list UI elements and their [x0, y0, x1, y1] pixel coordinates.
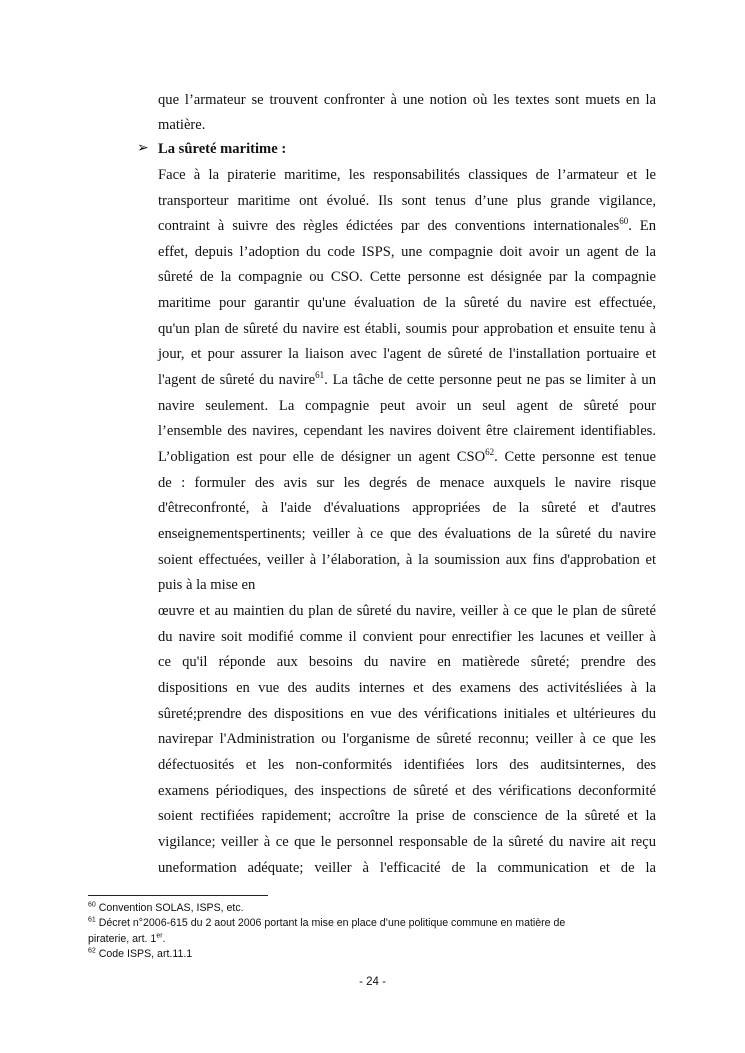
body-line: examens périodiques, des inspections de sûreté et des vérifications deconformité — [158, 783, 656, 799]
footnote-continuation — [88, 932, 166, 946]
line-text: . En — [628, 218, 656, 234]
line-text: . Cette personne est tenue — [494, 449, 656, 465]
body-line: d'êtreconfronté, à l'aide d'évaluations appropriées de la sûreté et d'autres — [158, 500, 656, 516]
body-line — [158, 217, 656, 235]
footnote-separator — [88, 895, 268, 896]
footnote-text: . — [162, 933, 166, 945]
body-line: sûreté;prendre des dispositions en vue des vérifications initiales et ultérieures du — [158, 706, 656, 722]
footnote-number: 61 — [88, 916, 96, 924]
footnote-ref: 61 — [315, 370, 325, 381]
body-line: vigilance; veiller à ce que le personnel responsable de la sûreté du navire ait reçu — [158, 834, 656, 850]
footnote-text: Convention SOLAS, ISPS, etc. — [98, 902, 244, 914]
body-line: maritime pour garantir qu'une évaluation de la sûreté du navire est effectuée, — [158, 295, 656, 311]
body-line: l’ensemble des navires, cependant les navires doivent être clairement identifiables. — [158, 423, 656, 439]
footnote-sup: er — [156, 932, 163, 940]
body-line: soient rectifiées rapidement; accroître la prise de conscience de la sûreté et la — [158, 808, 656, 824]
body-line: défectuosités et les non-conformités identifiées lors des auditsinternes, des — [158, 757, 656, 773]
body-line: que l’armateur se trouvent confronter à une notion où les textes sont muets en la — [158, 92, 656, 108]
body-line: matière. — [158, 117, 206, 133]
body-line: enseignementspertinents; veiller à ce que des évaluations de la sûreté du navire — [158, 526, 656, 542]
footnote-text: Décret n°2006-615 du 2 aout 2006 portant la mise en place d’une politique commune en matière de — [98, 917, 566, 929]
body-line: soient effectuées, veiller à l’élaboration, à la soumission aux fins d'approbation et — [158, 552, 656, 568]
footnote-number: 62 — [88, 947, 96, 955]
body-line: puis à la mise en — [158, 577, 256, 593]
page-number: - 24 - — [359, 976, 386, 988]
body-line: transporteur maritime ont évolué. Ils sont tenus d’une plus grande vigilance, — [158, 193, 656, 209]
section-heading: La sûreté maritime : — [158, 141, 287, 157]
body-line — [158, 448, 656, 466]
body-line: sûreté de la compagnie ou CSO. Cette personne est désignée par la compagnie — [158, 269, 656, 285]
body-line: uneformation adéquate; veiller à l'efficacité de la communication et de la — [158, 860, 656, 876]
line-text: L’obligation est pour elle de désigner un agent CSO — [158, 449, 486, 465]
body-line: ce qu'il réponde aux besoins du navire en matièrede sûreté; prendre des — [158, 654, 656, 670]
body-line: jour, et pour assurer la liaison avec l'agent de sûreté de l'installation portuaire et — [158, 346, 656, 362]
footnote-text: piraterie, art. 1 — [88, 933, 157, 945]
body-line: de : formuler des avis sur les degrés de menace auxquels le navire risque — [158, 475, 656, 491]
body-line: Face à la piraterie maritime, les responsabilités classiques de l’armateur et le — [158, 167, 656, 183]
footnote — [88, 947, 192, 961]
line-text: . La tâche de cette personne peut ne pas se limiter à un — [324, 372, 657, 388]
body-line: dispositions en vue des audits internes et des examens des activitésliées à la — [158, 680, 656, 696]
body-line — [158, 371, 656, 389]
body-line: du navire soit modifié comme il convient pour enrectifier les lacunes et veiller à — [158, 629, 656, 645]
footnote-ref: 62 — [485, 447, 495, 458]
line-text: contraint à suivre des règles édictées par des conventions internationales — [158, 218, 620, 234]
body-line: navire seulement. La compagnie peut avoir un seul agent de sûreté pour — [158, 398, 656, 414]
footnote — [88, 916, 565, 930]
line-text: l'agent de sûreté du navire — [158, 372, 316, 388]
footnote-ref: 60 — [619, 216, 629, 227]
body-line: qu'un plan de sûreté du navire est établi, soumis pour approbation et ensuite tenu à — [158, 321, 656, 337]
arrow-bullet-icon: ➢ — [137, 141, 149, 156]
body-line: navirepar l'Administration ou l'organisme de sûreté reconnu; veiller à ce que les — [158, 731, 656, 747]
body-line: œuvre et au maintien du plan de sûreté du navire, veiller à ce que le plan de sûreté — [158, 603, 656, 619]
footnote — [88, 901, 244, 915]
footnote-text: Code ISPS, art.11.1 — [98, 948, 193, 960]
body-line: effet, depuis l’adoption du code ISPS, une compagnie doit avoir un agent de la — [158, 244, 656, 260]
footnote-number: 60 — [88, 901, 96, 909]
